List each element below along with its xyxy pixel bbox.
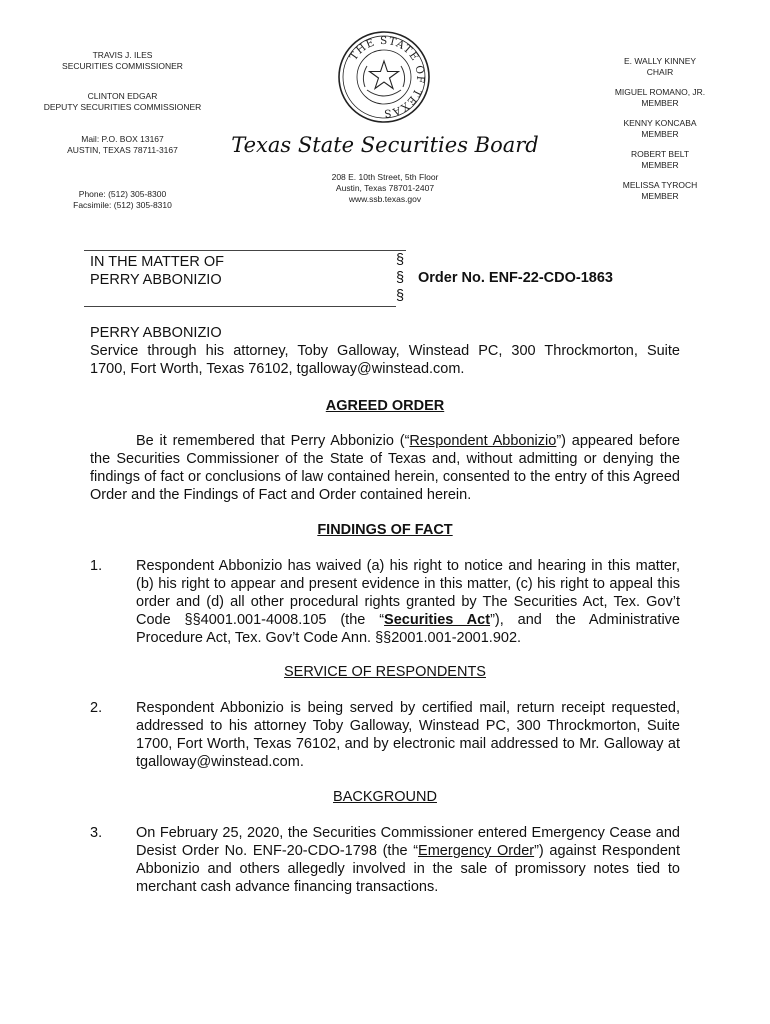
mail-block	[30, 134, 215, 156]
service-line-1: Service through his attorney, Toby Galloway, Winstead PC, 300 Throckmorton, Suite	[90, 343, 680, 359]
defined-term: Securities Act	[384, 612, 491, 628]
finding-item-3	[136, 824, 680, 896]
phone-number: Phone: (512) 305-8300	[78, 189, 167, 199]
mail-line-2: AUSTIN, TEXAS 78711-3167	[67, 145, 178, 155]
commissioner-name: TRAVIS J. ILES	[92, 50, 153, 60]
member-role: MEMBER	[641, 98, 679, 108]
item-number: 2.	[90, 700, 103, 716]
board-member	[595, 180, 725, 202]
member-name: E. WALLY KINNEY	[623, 56, 697, 66]
member-name: KENNY KONCABA	[623, 118, 697, 128]
caption-line-1: IN THE MATTER OF	[90, 254, 224, 270]
item-number: 1.	[90, 558, 103, 574]
item-text-start: Respondent Abbonizio has waived (a) his right to notice and hearing in this matter, (b) his right to appear and present evidence in this matter, (c) his right to appeal this order and (d) all other procedural rights granted by The Securities Act, Tex. Gov’t Code §§4001.001-4008.105 (the “	[136, 558, 680, 628]
service-line-2: 1700, Fort Worth, Texas 76102, tgalloway@winstead.com.	[90, 361, 465, 377]
paragraph-text-end: ”) appeared before the Securities Commissioner of the State of Texas and, without admitting or denying the findings of fact or conclusions of law contained herein, consented to the entry of this Agreed Order and the Findings of Fact and Order contained herein.	[90, 433, 680, 503]
phone-block	[30, 189, 215, 211]
board-name: Texas State Securities Board	[231, 133, 539, 157]
case-caption	[90, 253, 224, 289]
respondent-name: PERRY ABBONIZIO	[90, 325, 222, 341]
website: www.ssb.texas.gov	[348, 194, 422, 204]
item-text-end: ”) against Respondent Abbonizio and others allegedly involved in the sale of promissory notes tied to merchant cash advance financing transactions.	[136, 843, 680, 895]
address-line-1: 208 E. 10th Street, 5th Floor	[331, 172, 439, 182]
finding-item-1	[136, 557, 680, 647]
agreed-order-paragraph	[90, 432, 680, 504]
paragraph-text-start: Be it remembered that Perry Abbonizio (“	[136, 433, 410, 449]
member-role: CHAIR	[646, 67, 674, 77]
member-name: MIGUEL ROMANO, JR.	[614, 87, 706, 97]
service-block	[90, 324, 680, 378]
member-name: ROBERT BELT	[630, 149, 690, 159]
item-text-start: On February 25, 2020, the Securities Commissioner entered Emergency Cease and Desist Order No. ENF-20-CDO-1798 (the “	[136, 825, 680, 859]
letterhead-left-column	[30, 50, 215, 225]
commissioner-title: SECURITIES COMMISSIONER	[62, 61, 183, 71]
agreed-order-heading: AGREED ORDER	[325, 398, 445, 414]
commissioner-block	[30, 50, 215, 72]
member-role: MEMBER	[641, 191, 679, 201]
defined-term: Respondent Abbonizio	[409, 433, 557, 449]
order-number: Order No. ENF-22-CDO-1863	[418, 270, 613, 286]
letterhead-right-column	[595, 56, 725, 211]
deputy-name: CLINTON EDGAR	[87, 91, 158, 101]
section-symbols	[396, 251, 412, 305]
board-member	[595, 87, 725, 109]
board-address	[300, 172, 470, 205]
svg-text:THE STATE OF TEXAS: THE STATE OF TEXAS	[347, 34, 427, 120]
defined-term: Emergency Order	[418, 843, 535, 859]
section-symbol: §	[396, 288, 405, 304]
deputy-title: DEPUTY SECURITIES COMMISSIONER	[43, 102, 202, 112]
finding-item-2: Respondent Abbonizio is being served by certified mail, return receipt requested, addressed to his attorney Toby Galloway, Winstead PC, 300 Throckmorton, Suite 1700, Fort Worth, Texas 76102, and by electronic mail addressed to Mr. Galloway at tgalloway@winstead.com.	[136, 700, 680, 770]
caption-rule-top	[84, 250, 406, 251]
mail-line-1: Mail: P.O. BOX 13167	[81, 134, 164, 144]
board-member	[595, 118, 725, 140]
findings-heading: FINDINGS OF FACT	[317, 522, 453, 538]
item-number: 3.	[90, 825, 103, 841]
fax-number: Facsimile: (512) 305-8310	[73, 200, 172, 210]
board-member	[595, 149, 725, 171]
address-line-2: Austin, Texas 78701-2407	[335, 183, 435, 193]
section-symbol: §	[396, 252, 405, 268]
caption-line-2: PERRY ABBONIZIO	[90, 272, 222, 288]
item-text-end: ”), and the Administrative Procedure Act, Tex. Gov’t Code Ann. §§2001.001-2001.902.	[136, 612, 680, 646]
service-of-respondents-heading: SERVICE OF RESPONDENTS	[284, 664, 486, 680]
member-role: MEMBER	[641, 160, 679, 170]
member-name: MELISSA TYROCH	[622, 180, 698, 190]
deputy-block	[30, 91, 215, 113]
member-role: MEMBER	[641, 129, 679, 139]
texas-state-seal-icon	[337, 30, 431, 124]
section-symbol: §	[396, 270, 405, 286]
caption-rule-bottom	[84, 306, 396, 307]
background-heading: BACKGROUND	[333, 789, 437, 805]
board-member	[595, 56, 725, 78]
